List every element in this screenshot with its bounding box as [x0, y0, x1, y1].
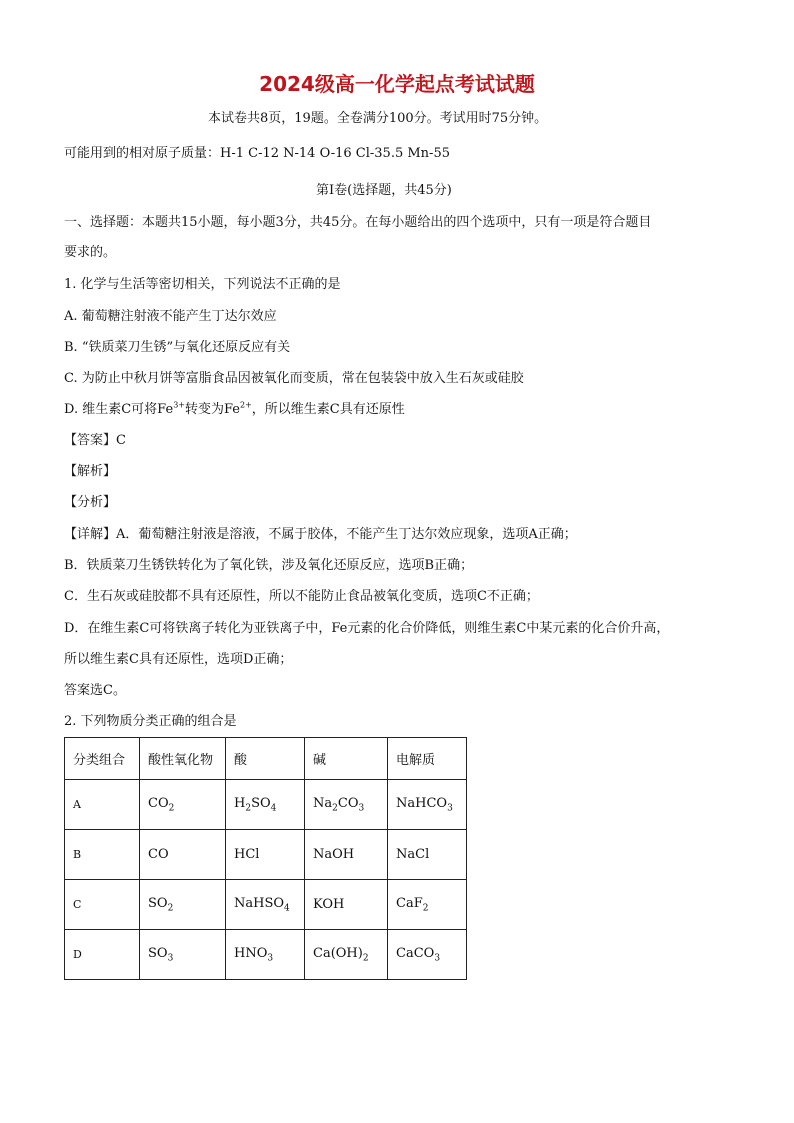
answer-line [64, 432, 126, 450]
table-row [65, 930, 467, 980]
formula-cell: $H_2SO_4$ [226, 780, 305, 830]
question-1-option-d [64, 401, 405, 419]
header-cell: 电解质 [388, 738, 467, 780]
formula-cell: $SO_2$ [140, 880, 226, 930]
exam-intro: 本试卷共8页，19题。全卷满分100分。考试用时75分钟。 [208, 111, 548, 126]
formula-cell: CaF$_2$ [388, 880, 467, 930]
detail-c: C．生石灰或硅胶都不具有还原性，所以不能防止食品被氧化变质，选项C不正确； [64, 589, 539, 604]
option-d-text-1: D. 维生素C可将Fe [64, 402, 174, 417]
detail-d-line-1: D．在维生素C可将铁离子转化为亚铁离子中，Fe元素的化合价降低，则维生素C中某元素的化合价升高， [64, 621, 670, 636]
question-1-option-b: B. “铁质菜刀生锈”与氧化还原反应有关 [64, 340, 291, 355]
formula-cell: $Ca(OH)_2$ [305, 930, 388, 980]
formula-cell: NaOH [305, 830, 388, 880]
formula-cell: NaHSO$_4$ [226, 880, 305, 930]
fenxi-label: 【分析】 [64, 495, 117, 510]
conclusion: 答案选C。 [64, 683, 126, 698]
formula-cell: NaHCO$_3$ [388, 780, 467, 830]
answer-value: C [116, 433, 126, 448]
answer-label: 【答案】 [64, 433, 117, 448]
classification-table [64, 737, 467, 980]
option-d-superscript-2: 2+ [240, 400, 252, 410]
table-row [65, 780, 467, 830]
header-cell: 酸性氧化物 [140, 738, 226, 780]
row-label: C [65, 880, 140, 930]
table-row [65, 880, 467, 930]
option-d-text-3: ，所以维生素C具有还原性 [251, 402, 405, 417]
detail-a: 【详解】A．葡萄糖注射液是溶液，不属于胶体，不能产生丁达尔效应现象，选项A正确； [64, 527, 577, 542]
page-title: 2024级高一化学起点考试试题 [259, 72, 535, 96]
part-heading-line-2: 要求的。 [64, 245, 117, 260]
formula-cell: NaCl [388, 830, 467, 880]
formula-cell: $SO_3$ [140, 930, 226, 980]
part-heading-line-1: 一、选择题：本题共15小题，每小题3分，共45分。在每小题给出的四个选项中，只有一项是符合题目 [64, 215, 652, 230]
formula-cell: KOH [305, 880, 388, 930]
formula-cell: CO [140, 830, 226, 880]
table-row [65, 830, 467, 880]
header-cell: 酸 [226, 738, 305, 780]
header-cell: 碱 [305, 738, 388, 780]
section-title: 第Ⅰ卷(选择题，共45分) [316, 183, 452, 198]
table-header-row [65, 738, 467, 780]
row-label: B [65, 830, 140, 880]
analysis-label: 【解析】 [64, 464, 117, 479]
question-1-option-c: C. 为防止中秋月饼等富脂食品因被氧化而变质，常在包装袋中放入生石灰或硅胶 [64, 371, 524, 386]
formula-cell: $CO_2$ [140, 780, 226, 830]
formula-cell: CaCO$_3$ [388, 930, 467, 980]
question-1-option-a: A. 葡萄糖注射液不能产生丁达尔效应 [64, 309, 277, 324]
row-label: A [65, 780, 140, 830]
formula-cell: $Na_2CO_3$ [305, 780, 388, 830]
formula-cell: $HNO_3$ [226, 930, 305, 980]
question-2-stem: 2. 下列物质分类正确的组合是 [64, 714, 237, 729]
header-cell: 分类组合 [65, 738, 140, 780]
detail-b: B．铁质菜刀生锈铁转化为了氧化铁，涉及氧化还原反应，选项B正确； [64, 558, 474, 573]
row-label: D [65, 930, 140, 980]
option-d-superscript-1: 3+ [173, 400, 185, 410]
question-1-stem: 1. 化学与生活等密切相关，下列说法不正确的是 [64, 277, 341, 292]
formula-cell: HCl [226, 830, 305, 880]
option-d-text-2: 转变为Fe [184, 402, 240, 417]
detail-d-line-2: 所以维生素C具有还原性，选项D正确； [64, 652, 293, 667]
atomic-masses: 可能用到的相对原子质量：H-1 C-12 N-14 O-16 Cl-35.5 Mn-55 [64, 146, 450, 161]
